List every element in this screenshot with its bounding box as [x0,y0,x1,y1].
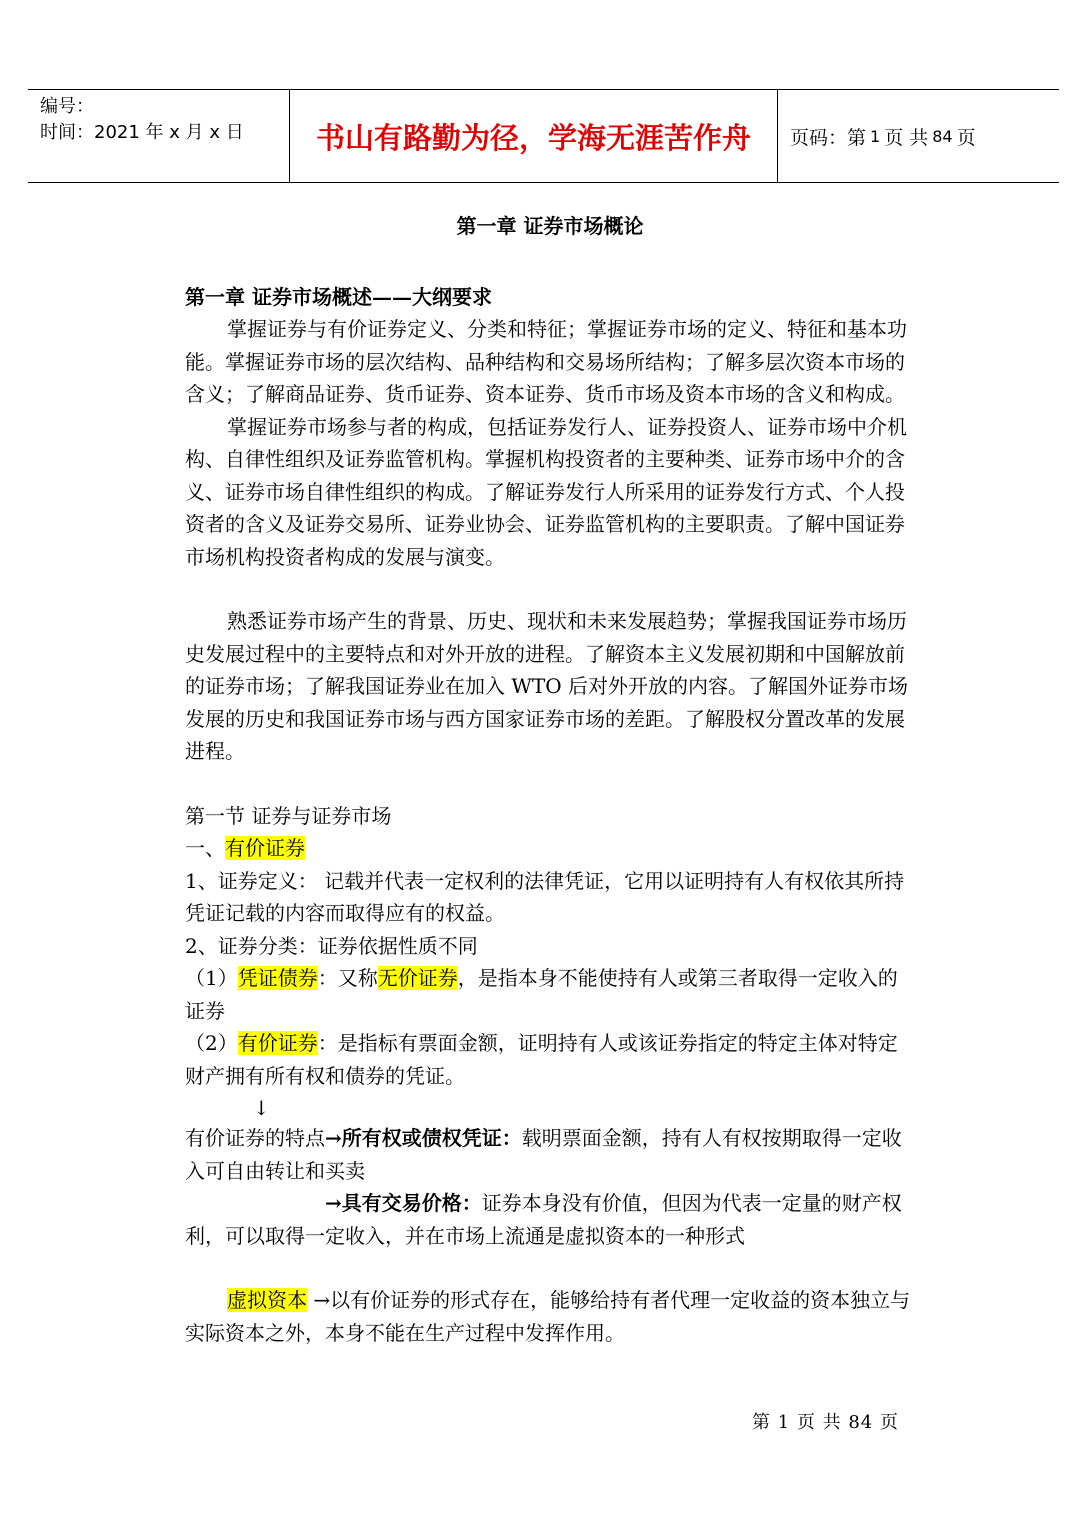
virtual-capital [185,1284,915,1349]
document-body [185,210,915,1349]
highlight-text: 无价证券 [377,966,458,990]
header-left-cell [28,90,290,182]
spacer [185,573,915,605]
feature-1-rest: 载明票面金额，持有人有权按期取得一定收入可自由转让和买卖 [185,1126,902,1183]
outline-title: 第一章 证券市场概述——大纲要求 [185,284,492,309]
page-mid: 页 共 [884,126,929,149]
number-label: 编号： [40,96,94,117]
highlight-text: 虚拟资本 [227,1288,307,1312]
class-2 [185,1027,915,1092]
chapter-title: 第一章 证券市场概论 [456,214,644,238]
class-2-rest: ：是指标有票面金额，证明持有人或该证券指定的特定主体对特定财产拥有所有权和债券的凭证。 [185,1031,898,1088]
header-motto: 书山有路勤为径，学海无涯苦作舟 [290,90,778,182]
page-total: 84 [932,126,953,146]
definition-1: 1、证券定义： 记载并代表一定权利的法律凭证，它用以证明持有人有权依其所持凭证记载的内容而取得应有的权益。 [185,868,905,925]
header-page-info [778,90,1059,182]
highlight-text: 有价证券 [237,1031,318,1055]
item-1 [185,832,915,865]
paragraph-1: 掌握证券与有价证券定义、分类和特征；掌握证券市场的定义、特征和基本功能。掌握证券市场的层次结构、品种结构和交易场所结构；了解多层次资本市场的含义；了解商品证券、货币证券、资本证券、货币市场及资本市场的含义和构成。 [185,317,907,406]
paragraph-2: 掌握证券市场参与者的构成，包括证券发行人、证券投资人、证券市场中介机构、自律性组织及证券监管机构。掌握机构投资者的主要种类、证券市场中介的含义、证券市场自律性组织的构成。了解证券发行人所采用的证券发行方式、个人投资者的含义及证券交易所、证券业协会、证券监管机构的主要职责。了解中国证券市场机构投资者构成的发展与演变。 [185,414,907,569]
feature-2-rest: 证券本身没有价值，但因为代表一定量的财产权利，可以取得一定收入，并在市场上流通是虚拟资本的一种形式 [185,1191,902,1248]
highlight-text: 凭证债券 [237,966,318,990]
item-1-prefix: 一、 [185,836,225,860]
class-2-prefix: （2） [185,1031,238,1055]
highlight-text: 有价证券 [225,836,305,860]
feature-1-bold: →所有权或债权凭证： [325,1126,522,1150]
feature-2-bold: →具有交易价格： [325,1191,482,1215]
page-footer: 第 1 页 共 84 页 [752,1412,899,1433]
feature-1-prefix: 有价证券的特点 [185,1126,325,1150]
virtual-capital-rest: →以有价证券的形式存在，能够给持有者代理一定收益的资本独立与实际资本之外，本身不能在生产过程中发挥作用。 [185,1288,911,1345]
feature-1 [185,1122,915,1187]
definition-2: 2、证券分类：证券依据性质不同 [185,933,478,958]
page-prefix: 页码：第 [790,126,867,149]
paragraph-3: 熟悉证券市场产生的背景、历史、现状和未来发展趋势；掌握我国证券市场历史发展过程中的主要特点和对外开放的进程。了解资本主义发展初期和中国解放前的证券市场；了解我国证券业在加入 WTO 后对外开放的内容。了解国外证券市场发展的历史和我国证券市场与西方国家证券市场的差距。了解股权分置改革的发展进程。 [185,609,909,763]
page-number: 1 [870,126,881,146]
spacer [185,1252,915,1284]
section-title: 第一节 证券与证券市场 [185,803,392,828]
down-arrow: ↓ [253,1096,270,1120]
class-1-rest: ，是指本身不能使持有人或第三者取得一定收入的证券 [185,966,898,1023]
time-label: 时间：2021 年 x 月 x 日 [40,122,244,143]
page-header [28,89,1059,183]
feature-2 [185,1187,915,1252]
class-1 [185,962,915,1027]
class-1-prefix: （1） [185,966,238,990]
page-suffix: 页 [956,126,976,149]
class-1-mid: ：又称 [317,966,378,990]
spacer [185,768,915,800]
